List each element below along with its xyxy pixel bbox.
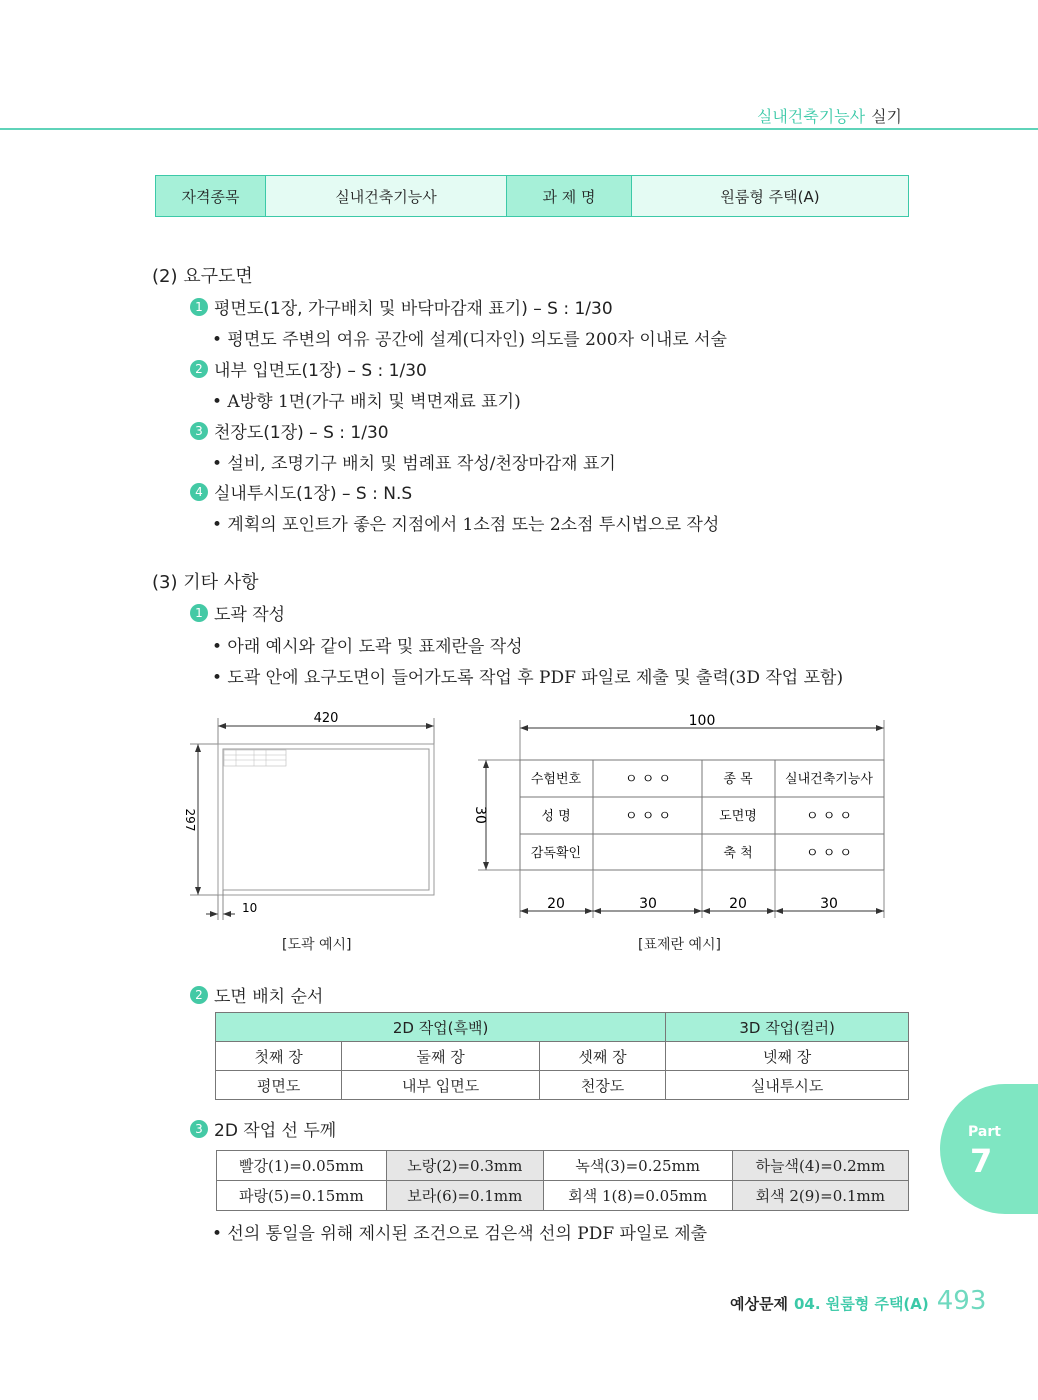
layout-order-table	[215, 1012, 909, 1100]
group-2d: 2D 작업(흑백)	[216, 1013, 666, 1042]
tb-cell: ㅇ ㅇ ㅇ	[625, 772, 671, 787]
misc-item-text: 2D 작업 선 두께	[214, 1121, 337, 1141]
order-value: 내부 입면도	[342, 1071, 540, 1100]
order-header: 넷째 장	[666, 1042, 909, 1071]
req-item-text: 내부 입면도(1장) – S : 1/30	[214, 361, 427, 381]
drawing-examples	[0, 700, 1038, 960]
drawing-examples-svg	[0, 700, 1038, 960]
req-item-text: 실내투시도(1장) – S : N.S	[214, 484, 413, 504]
number-badge: 3	[190, 422, 208, 440]
number-badge: 4	[190, 483, 208, 501]
order-header: 둘째 장	[342, 1042, 540, 1071]
frame-height-label: 297	[183, 808, 197, 832]
order-value: 실내투시도	[666, 1071, 909, 1100]
info-value-task: 원룸형 주택(A)	[632, 176, 908, 216]
line-cell: 보라(6)=0.1mm	[386, 1181, 543, 1211]
tb-cell: ㅇ ㅇ ㅇ	[806, 846, 852, 861]
tb-cell: ㅇ ㅇ ㅇ	[625, 809, 671, 824]
line-cell: 녹색(3)=0.25mm	[543, 1151, 732, 1181]
line-cell: 회색 2(9)=0.1mm	[732, 1181, 908, 1211]
order-header: 첫째 장	[216, 1042, 342, 1071]
tb-col-width: 30	[820, 896, 838, 912]
header-subtitle: 실기	[871, 107, 902, 126]
tb-cell: 감독확인	[530, 846, 582, 861]
footer-chapter: 04. 원룸형 주택(A)	[793, 1295, 929, 1313]
req-bullet-1: • 평면도 주변의 여유 공간에 설계(디자인) 의도를 200자 이내로 서술	[212, 330, 727, 350]
tb-height-label: 30	[472, 806, 488, 824]
line-cell: 빨강(1)=0.05mm	[217, 1151, 387, 1181]
header-title: 실내건축기능사	[756, 107, 866, 126]
req-item-text: 천장도(1장) – S : 1/30	[214, 423, 389, 443]
number-badge: 2	[190, 360, 208, 378]
tb-cell: ㅇ ㅇ ㅇ	[806, 809, 852, 824]
tb-cell: 종 목	[723, 772, 753, 787]
running-header	[757, 104, 902, 127]
tb-col-width: 20	[547, 896, 565, 912]
frame-example	[183, 711, 434, 920]
section-3-title: (3) 기타 사항	[152, 572, 259, 593]
line-cell: 파랑(5)=0.15mm	[217, 1181, 387, 1211]
misc-item-2	[190, 982, 323, 1007]
frame-width-label: 420	[313, 711, 339, 726]
frame-margin-label: 10	[242, 901, 258, 915]
header-rule	[0, 128, 1038, 130]
info-label-task: 과 제 명	[507, 176, 632, 216]
tb-cell: 실내건축기능사	[785, 772, 873, 787]
misc-item-3	[190, 1116, 336, 1141]
tb-cell: 축 척	[723, 846, 753, 861]
order-value: 평면도	[216, 1071, 342, 1100]
frame-caption: [도곽 예시]	[282, 937, 352, 953]
number-badge: 1	[190, 604, 208, 622]
misc-item-text: 도곽 작성	[214, 605, 286, 625]
line-cell: 회색 1(8)=0.05mm	[543, 1181, 732, 1211]
req-item-4	[190, 479, 412, 504]
tb-col-width: 30	[639, 896, 657, 912]
footer-bold: 예상문제	[730, 1295, 788, 1313]
line-weight-table	[216, 1150, 909, 1211]
misc-item-1	[190, 600, 285, 625]
tb-cell: 도면명	[719, 809, 757, 824]
part-label: Part	[968, 1124, 1001, 1140]
page-footer	[730, 1286, 986, 1316]
order-header: 셋째 장	[539, 1042, 665, 1071]
req-item-1	[190, 294, 613, 319]
number-badge: 2	[190, 986, 208, 1004]
order-value: 천장도	[539, 1071, 665, 1100]
info-value-qualification: 실내건축기능사	[266, 176, 507, 216]
misc-bullet-2: • 도곽 안에 요구도면이 들어가도록 작업 후 PDF 파일로 제출 및 출력(3D 작업 포함)	[212, 668, 844, 688]
part-number: 7	[970, 1142, 993, 1180]
req-item-text: 평면도(1장, 가구배치 및 바닥마감재 표기) – S : 1/30	[214, 299, 613, 319]
group-3d: 3D 작업(컬러)	[666, 1013, 909, 1042]
tb-col-width: 20	[729, 896, 747, 912]
title-block-example	[472, 713, 884, 918]
info-label-qualification: 자격종목	[156, 176, 266, 216]
line-cell: 하늘색(4)=0.2mm	[732, 1151, 908, 1181]
number-badge: 1	[190, 298, 208, 316]
req-item-2	[190, 356, 427, 381]
exam-info-table	[155, 175, 909, 217]
page-number: 493	[936, 1286, 987, 1316]
number-badge: 3	[190, 1120, 208, 1138]
req-bullet-4: • 계획의 포인트가 좋은 지점에서 1소점 또는 2소점 투시법으로 작성	[212, 515, 720, 535]
misc-bullet-1: • 아래 예시와 같이 도곽 및 표제란을 작성	[212, 637, 523, 657]
req-bullet-3: • 설비, 조명기구 배치 및 범례표 작성/천장마감재 표기	[212, 454, 616, 474]
req-bullet-2: • A방향 1면(가구 배치 및 벽면재료 표기)	[212, 392, 521, 412]
tb-cell: 성 명	[541, 809, 571, 824]
line-cell: 노랑(2)=0.3mm	[386, 1151, 543, 1181]
section-2-title: (2) 요구도면	[152, 266, 253, 287]
final-bullet: • 선의 통일을 위해 제시된 조건으로 검은색 선의 PDF 파일로 제출	[212, 1224, 708, 1244]
req-item-3	[190, 418, 389, 443]
misc-item-text: 도면 배치 순서	[214, 987, 324, 1007]
title-block-caption: [표제란 예시]	[638, 937, 721, 953]
tb-width-label: 100	[688, 713, 716, 729]
tb-cell: 수험번호	[530, 772, 582, 787]
